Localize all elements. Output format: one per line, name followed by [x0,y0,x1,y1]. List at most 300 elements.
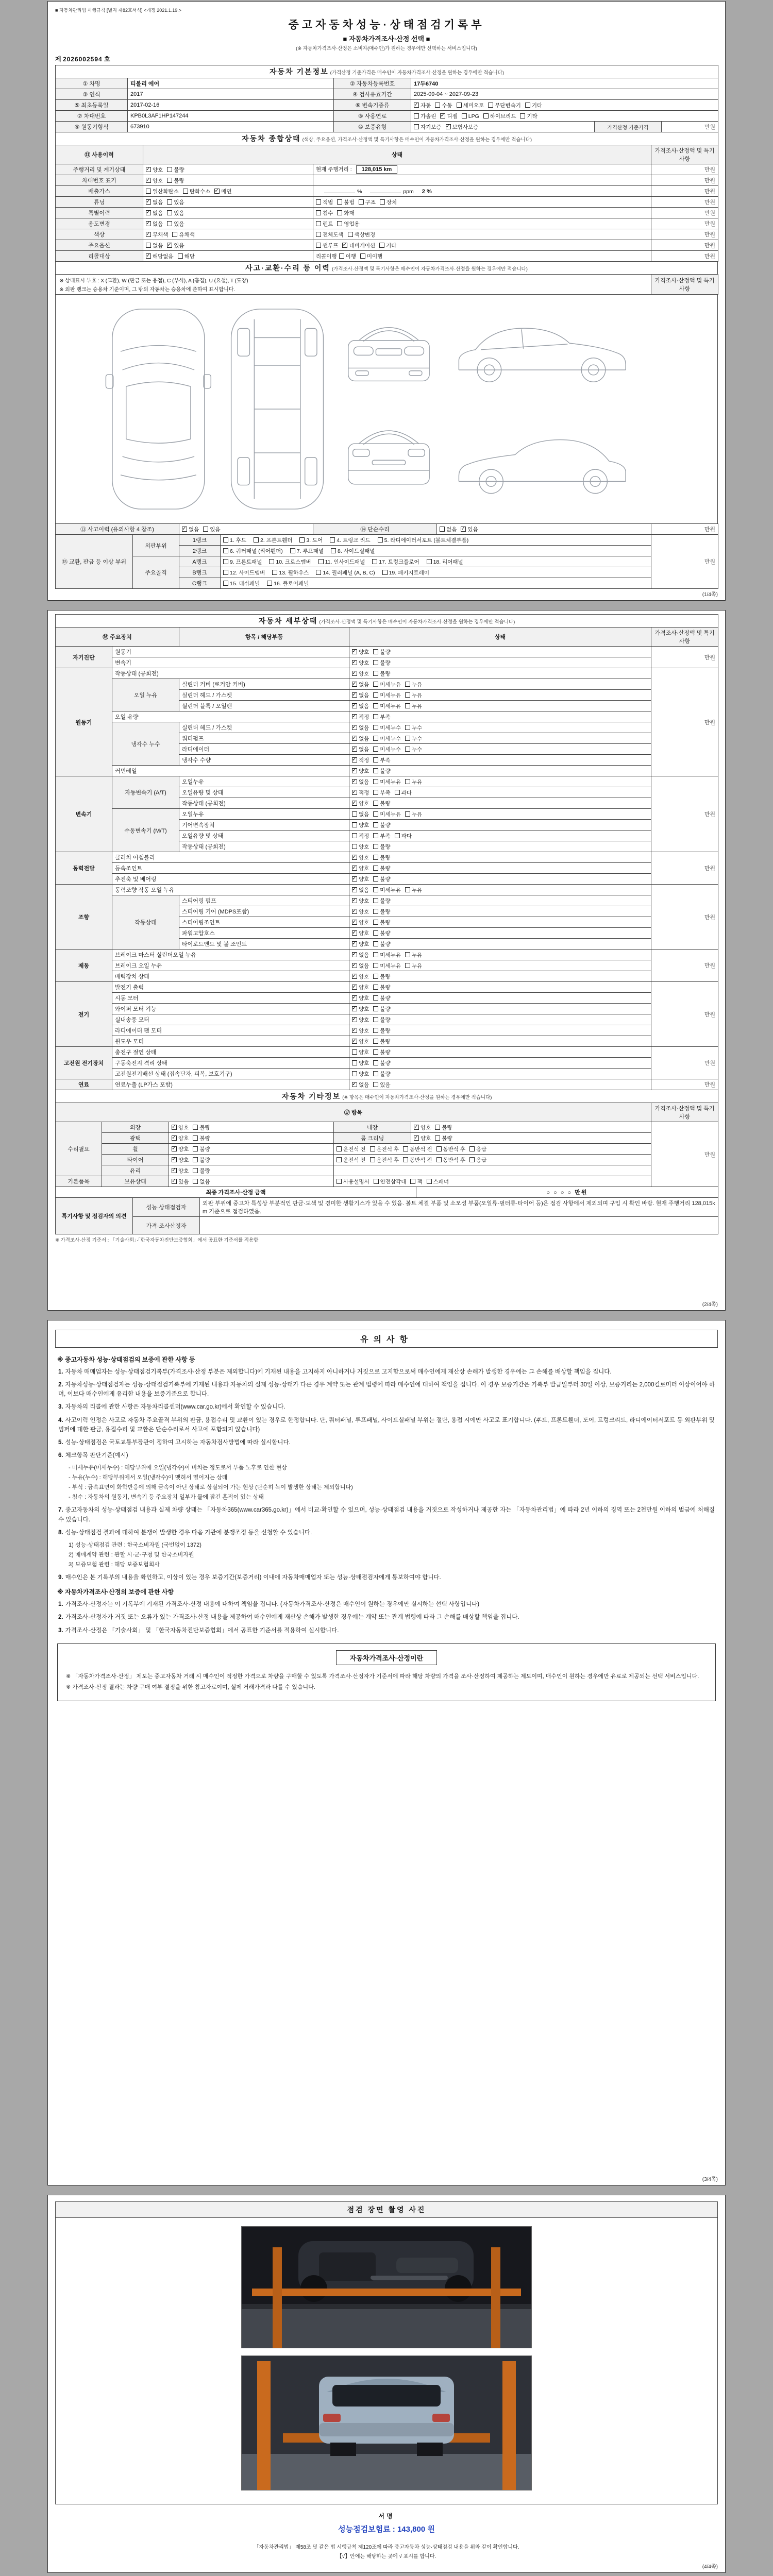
detail-option[interactable] [352,929,369,937]
checked-checkbox-icon[interactable] [352,985,357,990]
detail-option[interactable] [373,908,390,916]
detail-option[interactable] [352,1038,369,1045]
detail-option[interactable] [352,940,369,948]
detail-option[interactable] [373,756,390,764]
unchecked-checkbox-icon[interactable] [193,1179,198,1184]
checked-checkbox-icon[interactable] [352,974,357,979]
unchecked-checkbox-icon[interactable] [373,703,378,708]
detail-option[interactable] [395,789,412,796]
checked-checkbox-icon[interactable] [414,1136,419,1141]
detail-option[interactable] [405,962,422,970]
unchecked-checkbox-icon[interactable] [223,570,228,575]
unchecked-checkbox-icon[interactable] [337,210,342,215]
state-option[interactable] [146,188,179,195]
unchecked-checkbox-icon[interactable] [337,1179,342,1184]
checked-checkbox-icon[interactable] [352,790,357,795]
checked-checkbox-icon[interactable] [352,887,357,892]
detail-option[interactable] [352,724,369,732]
detail-option[interactable] [405,886,422,894]
unchecked-checkbox-icon[interactable] [373,790,378,795]
checked-checkbox-icon[interactable] [352,703,357,708]
interior-state-option[interactable] [414,1124,431,1131]
simple-repair-options-option[interactable] [461,526,478,533]
unchecked-checkbox-icon[interactable] [488,103,493,108]
tire-positions-option[interactable] [337,1156,366,1164]
state-option[interactable] [167,209,184,217]
detail-option[interactable] [373,1027,390,1035]
fuel-options-option[interactable] [440,112,457,120]
unchecked-checkbox-icon[interactable] [380,199,385,205]
fuel-options-option[interactable] [414,112,436,120]
unchecked-checkbox-icon[interactable] [405,952,410,957]
unchecked-checkbox-icon[interactable] [435,103,440,108]
wheel-positions-option[interactable] [337,1145,366,1153]
detail-option[interactable] [373,865,390,872]
detail-option[interactable] [352,702,369,710]
state-option[interactable] [146,220,163,228]
unchecked-checkbox-icon[interactable] [316,570,321,575]
unchecked-checkbox-icon[interactable] [316,221,321,226]
detail-option[interactable] [352,1027,369,1035]
exterior-state-option[interactable] [172,1124,189,1131]
detail-option[interactable] [352,821,369,829]
rank-option[interactable] [299,536,323,544]
checked-checkbox-icon[interactable] [446,124,451,129]
detail-option[interactable] [352,800,369,807]
basic-items-option[interactable] [427,1178,449,1185]
unchecked-checkbox-icon[interactable] [373,866,378,871]
checked-checkbox-icon[interactable] [352,995,357,1001]
extra-option[interactable] [342,242,375,249]
detail-option[interactable] [352,735,369,742]
unchecked-checkbox-icon[interactable] [359,199,364,205]
checked-checkbox-icon[interactable] [414,1125,419,1130]
rank-option[interactable] [330,536,370,544]
unchecked-checkbox-icon[interactable] [373,941,378,946]
state-option[interactable] [178,252,195,260]
checked-checkbox-icon[interactable] [352,779,357,784]
rank-option[interactable] [223,558,262,566]
checked-checkbox-icon[interactable] [172,1179,177,1184]
unchecked-checkbox-icon[interactable] [405,779,410,784]
unchecked-checkbox-icon[interactable] [373,1071,378,1076]
unchecked-checkbox-icon[interactable] [167,178,172,183]
unchecked-checkbox-icon[interactable] [373,1060,378,1065]
unchecked-checkbox-icon[interactable] [352,844,357,849]
transmission-options-option[interactable] [525,101,542,109]
detail-option[interactable] [373,984,390,991]
unchecked-checkbox-icon[interactable] [167,167,172,172]
checked-checkbox-icon[interactable] [352,1082,357,1087]
unchecked-checkbox-icon[interactable] [373,920,378,925]
unchecked-checkbox-icon[interactable] [410,1179,415,1184]
detail-option[interactable] [405,724,422,732]
unchecked-checkbox-icon[interactable] [348,232,353,237]
transmission-options-option[interactable] [435,101,452,109]
detail-option[interactable] [373,735,401,742]
checked-checkbox-icon[interactable] [182,527,187,532]
state-option[interactable] [146,231,168,239]
detail-option[interactable] [405,951,422,959]
tire-state-option[interactable] [193,1156,210,1164]
extra-option[interactable] [316,231,344,239]
detail-option[interactable] [352,648,369,656]
basic-items-option[interactable] [410,1178,422,1185]
unchecked-checkbox-icon[interactable] [373,660,378,665]
unchecked-checkbox-icon[interactable] [373,995,378,1001]
unchecked-checkbox-icon[interactable] [373,1017,378,1022]
basic-items-option[interactable] [337,1178,369,1185]
checked-checkbox-icon[interactable] [214,189,220,194]
unchecked-checkbox-icon[interactable] [374,1179,379,1184]
unchecked-checkbox-icon[interactable] [167,221,172,226]
unchecked-checkbox-icon[interactable] [435,1136,440,1141]
transmission-options-option[interactable] [414,101,431,109]
detail-option[interactable] [352,789,369,796]
detail-option[interactable] [352,745,369,753]
unchecked-checkbox-icon[interactable] [373,887,378,892]
simple-repair-options-option[interactable] [440,526,457,533]
rank-option[interactable] [382,569,429,577]
unchecked-checkbox-icon[interactable] [378,537,383,543]
unchecked-checkbox-icon[interactable] [352,1071,357,1076]
detail-option[interactable] [373,767,390,775]
unchecked-checkbox-icon[interactable] [193,1157,198,1162]
extra-option[interactable] [316,242,338,249]
accident-history-options-option[interactable] [182,526,199,533]
unchecked-checkbox-icon[interactable] [520,113,525,118]
detail-option[interactable] [352,919,369,926]
state-option[interactable] [167,220,184,228]
unchecked-checkbox-icon[interactable] [373,930,378,936]
unchecked-checkbox-icon[interactable] [223,559,228,564]
detail-option[interactable] [405,681,422,688]
unchecked-checkbox-icon[interactable] [373,822,378,827]
unchecked-checkbox-icon[interactable] [427,1179,432,1184]
detail-option[interactable] [373,994,390,1002]
checked-checkbox-icon[interactable] [342,243,347,248]
checked-checkbox-icon[interactable] [352,1017,357,1022]
checked-checkbox-icon[interactable] [352,757,357,762]
unchecked-checkbox-icon[interactable] [405,725,410,730]
unchecked-checkbox-icon[interactable] [373,736,378,741]
unchecked-checkbox-icon[interactable] [267,581,272,586]
unchecked-checkbox-icon[interactable] [337,1146,342,1151]
checked-checkbox-icon[interactable] [352,898,357,903]
unchecked-checkbox-icon[interactable] [373,692,378,698]
state-option[interactable] [172,231,194,239]
extra-option[interactable] [337,220,359,228]
rank-option[interactable] [223,580,260,587]
detail-option[interactable] [352,854,369,861]
unchecked-checkbox-icon[interactable] [337,199,342,205]
unchecked-checkbox-icon[interactable] [462,113,467,118]
warranty-options-option[interactable] [414,123,442,131]
detail-option[interactable] [373,691,401,699]
unchecked-checkbox-icon[interactable] [330,537,335,543]
polish-state-option[interactable] [193,1134,210,1142]
detail-option[interactable] [405,745,422,753]
state-option[interactable] [146,177,163,184]
tire-state-option[interactable] [172,1156,189,1164]
checked-checkbox-icon[interactable] [146,199,151,205]
detail-option[interactable] [373,940,390,948]
checked-checkbox-icon[interactable] [352,876,357,882]
detail-option[interactable] [373,919,390,926]
detail-option[interactable] [352,767,369,775]
detail-option[interactable] [405,691,422,699]
checked-checkbox-icon[interactable] [352,1028,357,1033]
detail-option[interactable] [373,875,390,883]
rank-option[interactable] [223,547,283,555]
unchecked-checkbox-icon[interactable] [299,537,305,543]
unchecked-checkbox-icon[interactable] [525,103,530,108]
unchecked-checkbox-icon[interactable] [405,887,410,892]
unchecked-checkbox-icon[interactable] [193,1125,198,1130]
detail-option[interactable] [352,713,369,721]
checked-checkbox-icon[interactable] [352,768,357,773]
unchecked-checkbox-icon[interactable] [193,1136,198,1141]
detail-option[interactable] [352,843,369,851]
unchecked-checkbox-icon[interactable] [337,1157,342,1162]
tire-positions-option[interactable] [469,1156,486,1164]
unchecked-checkbox-icon[interactable] [373,898,378,903]
unchecked-checkbox-icon[interactable] [373,974,378,979]
basic-items-option[interactable] [374,1178,407,1185]
unchecked-checkbox-icon[interactable] [469,1146,475,1151]
state-option[interactable] [214,188,231,195]
unchecked-checkbox-icon[interactable] [272,570,277,575]
unchecked-checkbox-icon[interactable] [316,232,321,237]
detail-option[interactable] [373,702,401,710]
unchecked-checkbox-icon[interactable] [436,1146,442,1151]
checked-checkbox-icon[interactable] [352,725,357,730]
cleaning-state-option[interactable] [435,1134,452,1142]
unchecked-checkbox-icon[interactable] [352,833,357,838]
detail-option[interactable] [373,681,401,688]
wheel-positions-option[interactable] [436,1145,466,1153]
unchecked-checkbox-icon[interactable] [352,811,357,817]
rank-option[interactable] [223,536,246,544]
detail-option[interactable] [373,1016,390,1024]
checked-checkbox-icon[interactable] [167,243,172,248]
detail-option[interactable] [352,670,369,677]
fuel-options-option[interactable] [462,113,479,120]
unchecked-checkbox-icon[interactable] [146,243,151,248]
state-option[interactable] [183,188,211,195]
detail-option[interactable] [373,886,401,894]
unchecked-checkbox-icon[interactable] [360,253,365,259]
unchecked-checkbox-icon[interactable] [373,833,378,838]
unchecked-checkbox-icon[interactable] [203,527,208,532]
unchecked-checkbox-icon[interactable] [440,527,445,532]
unchecked-checkbox-icon[interactable] [373,671,378,676]
unchecked-checkbox-icon[interactable] [352,822,357,827]
detail-option[interactable] [373,800,390,807]
unchecked-checkbox-icon[interactable] [373,649,378,654]
checked-checkbox-icon[interactable] [172,1125,177,1130]
detail-option[interactable] [373,973,390,980]
unchecked-checkbox-icon[interactable] [372,559,377,564]
detail-option[interactable] [352,865,369,872]
detail-option[interactable] [352,1081,369,1089]
detail-option[interactable] [352,1070,369,1078]
unchecked-checkbox-icon[interactable] [373,963,378,968]
checked-checkbox-icon[interactable] [352,649,357,654]
extra-option[interactable] [339,252,356,260]
polish-state-option[interactable] [172,1134,189,1142]
rank-option[interactable] [269,558,311,566]
rank-option[interactable] [427,558,463,566]
unchecked-checkbox-icon[interactable] [405,736,410,741]
checked-checkbox-icon[interactable] [146,253,151,259]
detail-option[interactable] [352,973,369,980]
detail-option[interactable] [352,1059,369,1067]
checked-checkbox-icon[interactable] [352,952,357,957]
detail-option[interactable] [373,810,401,818]
state-option[interactable] [167,177,184,184]
interior-state-option[interactable] [435,1124,452,1131]
rank-option[interactable] [290,547,324,555]
wheel-state-option[interactable] [193,1145,210,1153]
state-option[interactable] [146,242,163,249]
checked-checkbox-icon[interactable] [352,714,357,719]
warranty-options-option[interactable] [446,123,479,131]
checked-checkbox-icon[interactable] [172,1146,177,1151]
detail-option[interactable] [373,929,390,937]
unchecked-checkbox-icon[interactable] [395,790,400,795]
unchecked-checkbox-icon[interactable] [373,876,378,882]
unchecked-checkbox-icon[interactable] [427,559,432,564]
state-option[interactable] [167,198,184,206]
state-option[interactable] [167,166,184,174]
checked-checkbox-icon[interactable] [352,692,357,698]
unchecked-checkbox-icon[interactable] [254,537,259,543]
unchecked-checkbox-icon[interactable] [469,1157,475,1162]
unchecked-checkbox-icon[interactable] [403,1146,408,1151]
unchecked-checkbox-icon[interactable] [370,1146,375,1151]
detail-option[interactable] [395,832,412,840]
unchecked-checkbox-icon[interactable] [405,963,410,968]
extra-option[interactable] [380,198,397,206]
unchecked-checkbox-icon[interactable] [373,985,378,990]
unchecked-checkbox-icon[interactable] [373,855,378,860]
state-option[interactable] [167,242,184,249]
checked-checkbox-icon[interactable] [172,1157,177,1162]
extra-option[interactable] [337,198,354,206]
unchecked-checkbox-icon[interactable] [223,537,228,543]
unchecked-checkbox-icon[interactable] [483,113,489,118]
unchecked-checkbox-icon[interactable] [373,952,378,957]
unchecked-checkbox-icon[interactable] [193,1168,198,1173]
holding-state-option[interactable] [172,1178,189,1185]
unchecked-checkbox-icon[interactable] [405,692,410,698]
detail-option[interactable] [373,843,390,851]
detail-option[interactable] [352,1005,369,1013]
unchecked-checkbox-icon[interactable] [436,1157,442,1162]
detail-option[interactable] [352,659,369,667]
detail-option[interactable] [405,735,422,742]
detail-option[interactable] [352,875,369,883]
unchecked-checkbox-icon[interactable] [405,682,410,687]
unchecked-checkbox-icon[interactable] [167,199,172,205]
wheel-state-option[interactable] [172,1145,189,1153]
fuel-options-option[interactable] [520,112,537,120]
detail-option[interactable] [373,854,390,861]
unchecked-checkbox-icon[interactable] [146,189,151,194]
state-option[interactable] [146,209,163,217]
checked-checkbox-icon[interactable] [172,1136,177,1141]
detail-option[interactable] [405,810,422,818]
unchecked-checkbox-icon[interactable] [352,1060,357,1065]
detail-option[interactable] [373,713,390,721]
detail-option[interactable] [373,832,390,840]
checked-checkbox-icon[interactable] [352,963,357,968]
detail-option[interactable] [373,745,401,753]
detail-option[interactable] [352,1048,369,1056]
unchecked-checkbox-icon[interactable] [373,768,378,773]
unchecked-checkbox-icon[interactable] [172,232,177,237]
unchecked-checkbox-icon[interactable] [178,253,183,259]
checked-checkbox-icon[interactable] [352,941,357,946]
exterior-state-option[interactable] [193,1124,210,1131]
checked-checkbox-icon[interactable] [352,1039,357,1044]
unchecked-checkbox-icon[interactable] [373,1049,378,1055]
unchecked-checkbox-icon[interactable] [395,833,400,838]
detail-option[interactable] [352,897,369,905]
tire-positions-option[interactable] [436,1156,466,1164]
rank-option[interactable] [331,547,375,555]
transmission-options-option[interactable] [488,101,521,109]
detail-option[interactable] [352,962,369,970]
detail-option[interactable] [352,832,369,840]
checked-checkbox-icon[interactable] [352,1006,357,1011]
rank-option[interactable] [378,536,469,544]
unchecked-checkbox-icon[interactable] [183,189,188,194]
rank-option[interactable] [272,569,309,577]
tire-positions-option[interactable] [403,1156,432,1164]
checked-checkbox-icon[interactable] [461,527,466,532]
state-option[interactable] [146,252,174,260]
detail-option[interactable] [373,670,390,677]
detail-option[interactable] [373,659,390,667]
detail-option[interactable] [352,810,369,818]
unchecked-checkbox-icon[interactable] [373,811,378,817]
rank-option[interactable] [316,569,375,577]
detail-option[interactable] [373,1005,390,1013]
unchecked-checkbox-icon[interactable] [373,1039,378,1044]
unchecked-checkbox-icon[interactable] [373,779,378,784]
extra-option[interactable] [316,220,333,228]
checked-checkbox-icon[interactable] [146,178,151,183]
unchecked-checkbox-icon[interactable] [373,801,378,806]
checked-checkbox-icon[interactable] [146,167,151,172]
wheel-positions-option[interactable] [469,1145,486,1153]
detail-option[interactable] [373,1048,390,1056]
rank-option[interactable] [318,558,365,566]
detail-option[interactable] [352,691,369,699]
transmission-options-option[interactable] [457,101,484,109]
extra-option[interactable] [337,209,354,217]
holding-state-option[interactable] [193,1178,210,1185]
unchecked-checkbox-icon[interactable] [373,747,378,752]
detail-option[interactable] [352,994,369,1002]
unchecked-checkbox-icon[interactable] [405,703,410,708]
unchecked-checkbox-icon[interactable] [290,548,295,553]
unchecked-checkbox-icon[interactable] [373,844,378,849]
rank-option[interactable] [254,536,292,544]
glass-state-option[interactable] [172,1167,189,1175]
